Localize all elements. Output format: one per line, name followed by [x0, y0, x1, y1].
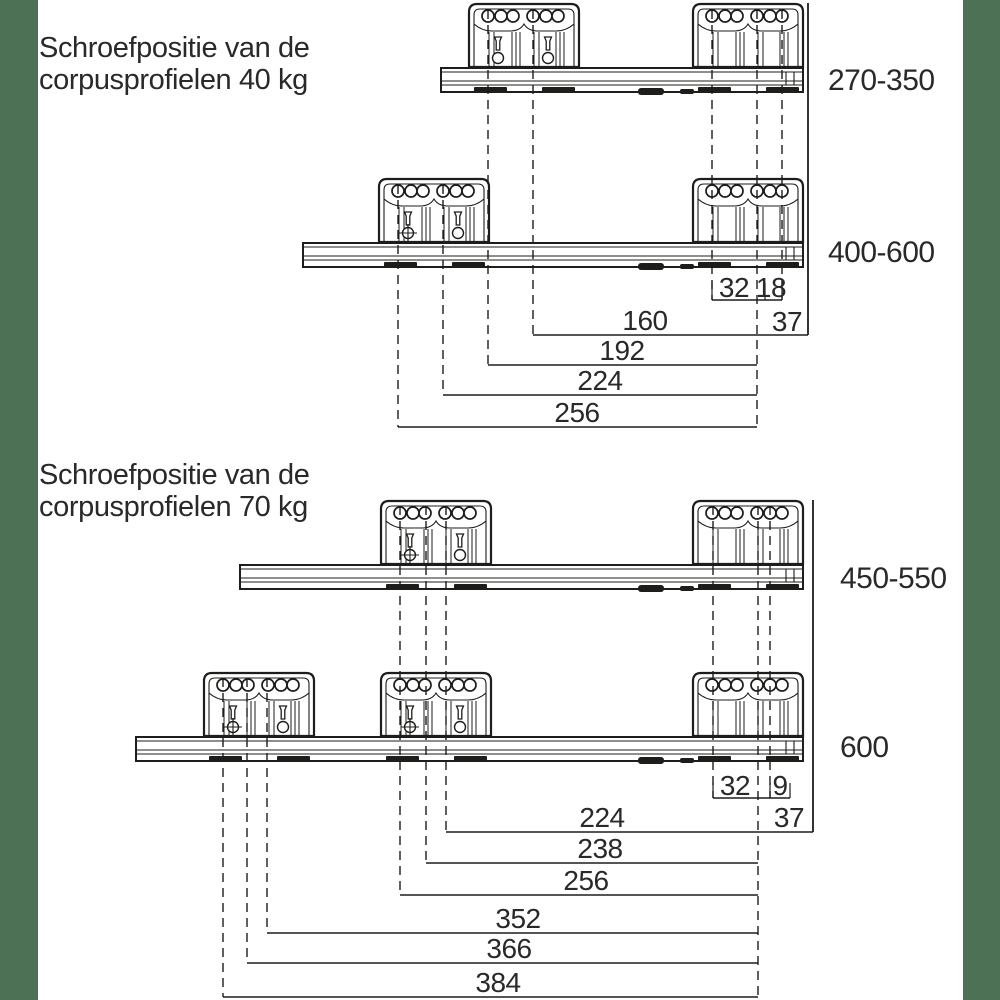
dimension-label-224: 224 — [577, 365, 623, 396]
dimension-label-192: 192 — [599, 335, 645, 366]
dimension-label-37: 37 — [773, 802, 805, 833]
section-title-line1: Schroefpositie van de — [39, 32, 310, 64]
dimension-label-384: 384 — [475, 967, 521, 998]
range-label-600: 600 — [840, 731, 889, 764]
dimension-label-256: 256 — [554, 397, 600, 428]
right-margin-strip — [963, 0, 1000, 1000]
range-label-450-550: 450-550 — [840, 562, 947, 595]
dimension-label-18: 18 — [755, 272, 787, 303]
section-title-line2: corpusprofielen 40 kg — [39, 64, 308, 96]
dimension-label-238: 238 — [577, 833, 623, 864]
dimension-label-366: 366 — [486, 933, 532, 964]
dimension-label-352: 352 — [495, 903, 541, 934]
section-title-line1: Schroefpositie van de — [39, 459, 310, 491]
range-label-400-600: 400-600 — [828, 236, 935, 269]
dimension-label-9: 9 — [772, 770, 788, 801]
section-title-line2: corpusprofielen 70 kg — [39, 491, 308, 523]
dimension-label-37: 37 — [771, 306, 803, 337]
dimension-label-256: 256 — [563, 865, 609, 896]
range-label-270-350: 270-350 — [828, 64, 935, 97]
dimension-label-32: 32 — [719, 770, 751, 801]
dimension-label-32: 32 — [718, 272, 750, 303]
dimension-label-224: 224 — [579, 802, 625, 833]
dimension-label-160: 160 — [622, 305, 668, 336]
left-margin-strip — [0, 0, 38, 1000]
